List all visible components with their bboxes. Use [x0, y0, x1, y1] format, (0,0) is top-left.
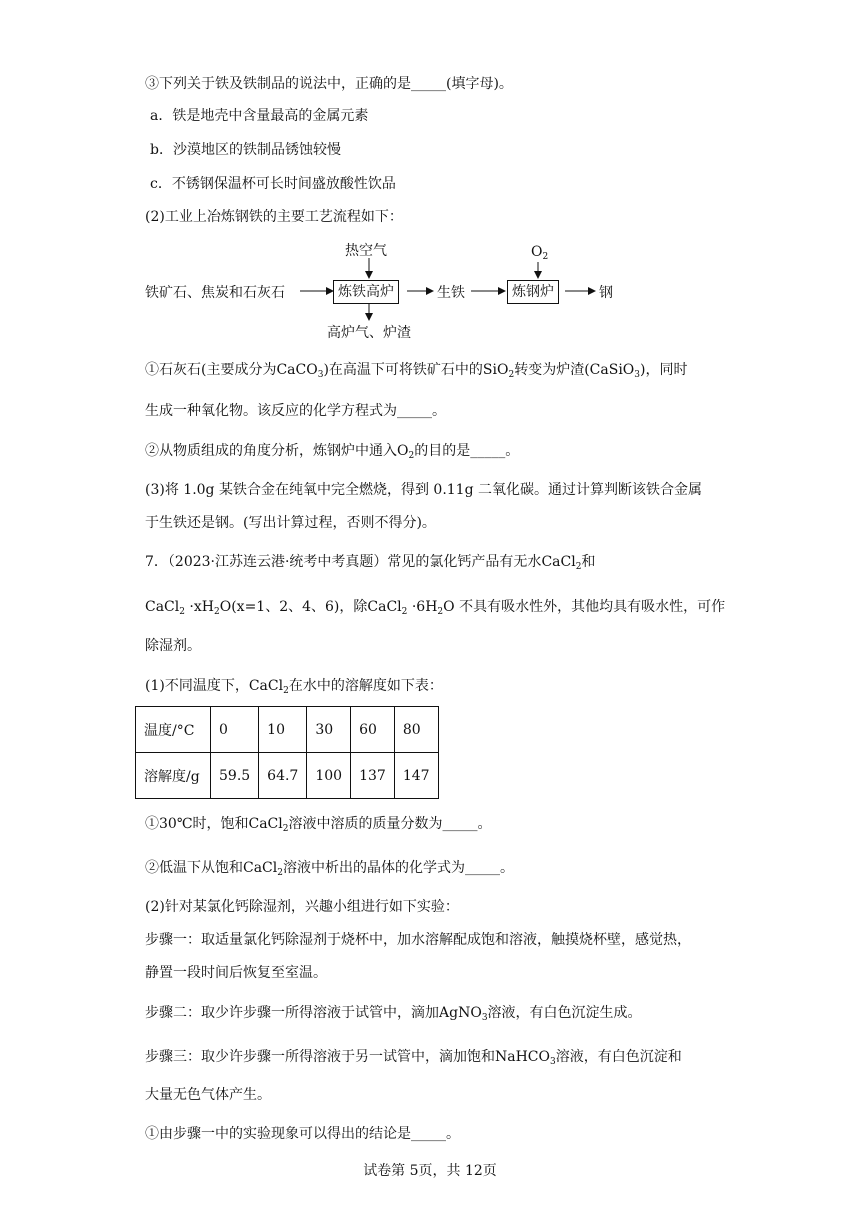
q3-stem	[145, 74, 513, 94]
q7-line1	[145, 552, 595, 572]
text: 。	[446, 1126, 460, 1142]
formula-agno3: AgNO	[439, 1005, 482, 1021]
part2-q1-line1	[145, 360, 687, 380]
subscript: 2	[401, 607, 408, 617]
table-cell: 100	[307, 753, 351, 799]
part2-q2	[145, 441, 519, 461]
text: ，除	[339, 599, 368, 615]
subscript: 2	[408, 451, 415, 461]
text: )在高温下可将铁矿石中的	[323, 362, 483, 378]
table-cell: 30	[307, 707, 351, 753]
flow-raw-materials: 铁矿石、焦炭和石灰石	[145, 285, 285, 301]
text: O 不具有吸水性外，其他均具有吸水性，可作	[443, 599, 726, 615]
text: 步骤二：取少许步骤一所得溶液于试管中，滴加	[145, 1005, 439, 1021]
subscript: 2	[179, 607, 185, 617]
subscript: 2	[277, 868, 283, 878]
table-cell: 59.5	[211, 753, 259, 799]
formula-cacl2: CaCl	[243, 860, 278, 876]
text: 。	[477, 816, 492, 832]
q3-option-b: b．沙漠地区的铁制品锈蚀较慢	[150, 142, 341, 158]
flow-blast-furnace: 炼铁高炉	[333, 280, 399, 304]
text: 。	[499, 860, 514, 876]
text: 。	[505, 443, 520, 459]
formula-nahco3: NaHCO	[495, 1049, 550, 1065]
part2-q1-line2	[145, 401, 446, 421]
step1-line2: 静置一段时间后恢复至室温。	[145, 965, 327, 981]
formula-cacl2: CaCl	[367, 599, 402, 615]
table-cell: 10	[259, 707, 307, 753]
step1-line1: 步骤一：取适量氯化钙除湿剂于烧杯中，加水溶解配成饱和溶液，触摸烧杯壁，感觉热，	[145, 932, 691, 948]
answer-blank: _____	[442, 816, 478, 832]
table-row	[136, 753, 439, 799]
table-row	[136, 707, 439, 753]
q3-stem-tail: (填字母)。	[446, 76, 513, 92]
formula-casio3: CaSiO	[589, 362, 635, 378]
formula-cacl2: CaCl	[248, 678, 284, 694]
o2-subscript: 2	[542, 252, 549, 262]
subscript: 2	[437, 607, 444, 617]
formula-cacl2: CaCl	[145, 599, 180, 615]
answer-blank: _____	[464, 860, 500, 876]
q7-part2-intro: (2)针对某氯化钙除湿剂，兴趣小组进行如下实验：	[145, 899, 459, 915]
table-cell: 温度/°C	[136, 707, 211, 753]
subscript: 2	[575, 562, 582, 572]
flow-hot-air: 热空气	[345, 243, 387, 259]
text: 溶液，有白色沉淀生成。	[487, 1005, 642, 1021]
flow-o2	[531, 244, 548, 260]
text: 转变为炉渣(	[514, 362, 590, 378]
text: 的目的是	[414, 443, 471, 459]
subscript: 3	[550, 1057, 556, 1067]
q7-part1-q2	[145, 858, 514, 878]
flow-steel: 钢	[599, 285, 613, 301]
step3-line2: 大量无色气体产生。	[145, 1087, 271, 1103]
flow-byproduct: 高炉气、炉渣	[327, 325, 411, 341]
text: 溶液，有白色沉淀和	[555, 1049, 682, 1065]
step2	[145, 1003, 642, 1023]
solubility-table	[135, 706, 439, 799]
text: 溶液中析出的晶体的化学式为	[282, 860, 465, 876]
answer-blank: _____	[411, 76, 446, 92]
formula-caco3: CaCO	[276, 362, 318, 378]
text: (x=1、2、4、6)	[231, 599, 340, 615]
o2-symbol: O	[531, 244, 543, 260]
text: 生成一种氧化物。该反应的化学方程式为	[145, 403, 397, 419]
text: )，同时	[640, 362, 688, 378]
text: 溶液中溶质的质量分数为	[288, 816, 443, 832]
text: ①由步骤一中的实验现象可以得出的结论是	[145, 1126, 411, 1142]
q3-stem-text: ③下列关于铁及铁制品的说法中，正确的是	[145, 76, 411, 92]
answer-blank: _____	[397, 403, 432, 419]
text: ②低温下从饱和	[145, 860, 243, 876]
table-cell: 80	[394, 707, 438, 753]
page-footer: 试卷第 5页，共 12页	[363, 1163, 497, 1179]
text: ①石灰石(主要成分为	[145, 362, 277, 378]
table-cell: 60	[351, 707, 395, 753]
table-cell: 147	[394, 753, 438, 799]
flow-steel-furnace: 炼钢炉	[507, 280, 559, 304]
q7-line2	[145, 597, 725, 617]
subscript: 3	[634, 370, 641, 380]
q3-option-c: c．不锈钢保温杯可长时间盛放酸性饮品	[150, 176, 396, 192]
q7-part1-intro	[145, 676, 443, 696]
text: 7．（2023·江苏连云港·统考中考真题）常见的氯化钙产品有无水	[145, 554, 542, 570]
flow-pig-iron: 生铁	[437, 285, 465, 301]
text: 在水中的溶解度如下表：	[288, 678, 443, 694]
part3-line1: (3)将 1.0g 某铁合金在纯氧中完全燃烧，得到 0.11g 二氧化碳。通过计算判断该铁合金属	[145, 482, 702, 498]
formula-cacl2: CaCl	[248, 816, 283, 832]
formula-sio2: SiO	[482, 362, 509, 378]
part2-intro: (2)工业上冶炼钢铁的主要工艺流程如下：	[145, 209, 403, 225]
formula-xh2o: ·xH	[184, 599, 214, 615]
formula-6h2o: ·6H	[407, 599, 438, 615]
table-cell: 137	[351, 753, 395, 799]
part3-line2: 于生铁还是钢。(写出计算过程，否则不得分)。	[145, 515, 436, 531]
step3-line1	[145, 1047, 682, 1067]
subscript: 3	[481, 1013, 488, 1023]
text: ①30℃时，饱和	[145, 816, 249, 832]
subscript: 2	[282, 824, 289, 834]
subscript: 2	[214, 607, 220, 617]
text: (1)不同温度下，	[145, 678, 249, 694]
table-cell: 溶解度/g	[136, 753, 211, 799]
answer-blank: _____	[411, 1126, 446, 1142]
q7-part2-q1	[145, 1124, 460, 1144]
subscript: 3	[317, 370, 324, 380]
formula-o2: O	[397, 443, 409, 459]
subscript: 2	[508, 370, 515, 380]
q7-part1-q1	[145, 814, 491, 834]
subscript: 2	[283, 686, 289, 696]
process-flow-diagram	[145, 240, 645, 350]
text: 。	[432, 403, 446, 419]
q3-option-a: a．铁是地壳中含量最高的金属元素	[150, 108, 369, 124]
text: O	[219, 599, 232, 615]
q7-line3: 除湿剂。	[145, 638, 201, 654]
table-cell: 0	[211, 707, 259, 753]
table-cell: 64.7	[259, 753, 307, 799]
text: 步骤三：取少许步骤一所得溶液于另一试管中，滴加饱和	[145, 1049, 495, 1065]
answer-blank: _____	[470, 443, 506, 459]
text: ②从物质组成的角度分析，炼钢炉中通入	[145, 443, 397, 459]
text: 和	[581, 554, 596, 570]
formula-cacl2: CaCl	[541, 554, 576, 570]
